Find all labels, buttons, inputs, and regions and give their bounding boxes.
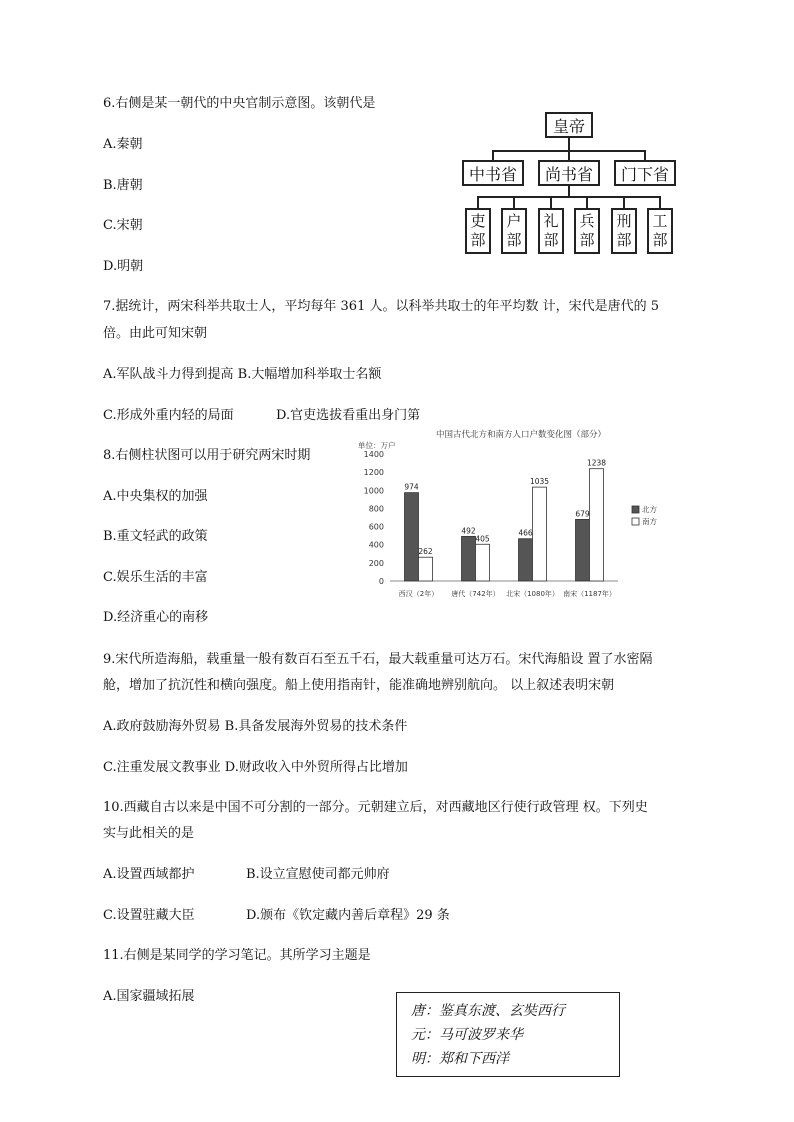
q7-stem-line2: 倍。由此可知宋朝 [103, 326, 208, 341]
q8-option-b: B.重文轻武的政策 [103, 529, 208, 544]
q10-option-d: D.颁布《钦定藏内善后章程》29 条 [246, 908, 450, 923]
q9-option-ab: A.政府鼓励海外贸易 B.具备发展海外贸易的技术条件 [103, 719, 408, 734]
data-label-north-3: 679 [575, 509, 590, 519]
bar-north-1 [462, 536, 476, 581]
legend-label-south: 南方 [642, 517, 657, 526]
y-tick-label-0: 0 [378, 577, 384, 586]
legend-swatch-north [632, 506, 639, 513]
data-label-north-2: 466 [518, 528, 533, 538]
y-tick-label-4: 800 [368, 504, 384, 514]
q7-option-ab: A.军队战斗力得到提高 B.大幅增加科举取士名额 [103, 367, 382, 382]
diagram-ministry-bing: 兵 部 [574, 208, 600, 254]
bar-south-0 [419, 557, 433, 581]
q7-option-c: C.形成外重内轻的局面 [103, 408, 234, 423]
q9-option-cd: C.注重发展文教事业 D.财政收入中外贸所得占比增加 [103, 760, 408, 775]
bar-south-2 [533, 487, 547, 581]
bar-south-1 [476, 544, 490, 581]
y-tick-label-1: 200 [368, 558, 384, 568]
legend-swatch-south [632, 518, 639, 525]
data-label-south-2: 1035 [529, 477, 550, 487]
diagram-ministry-xing: 刑 部 [611, 208, 637, 254]
q8-option-d: D.经济重心的南移 [103, 610, 209, 625]
q8-option-c: C.娱乐生活的丰富 [103, 570, 208, 585]
study-notes-box [396, 992, 620, 1077]
y-tick-label-5: 1000 [363, 486, 384, 496]
q9-stem-line2: 舱，增加了抗沉性和横向强度。船上使用指南针，能准确地辨别航向。 以上叙述表明宋朝 [103, 678, 615, 693]
note-yuan: 元：马可波罗来华 [411, 1027, 523, 1043]
q10-stem-line2: 实与此相关的是 [103, 826, 195, 841]
diagram-shangshu: 尚书省 [538, 160, 600, 186]
diagram-menxia: 门下省 [614, 160, 676, 186]
x-tick-label-3: 南宋（1187年） [563, 590, 616, 598]
diagram-ministry-li-rites: 礼 部 [538, 208, 564, 254]
q6-option-c: C.宋朝 [103, 218, 143, 233]
data-label-north-0: 974 [404, 482, 419, 492]
q10-stem-line1: 10.西藏自古以来是中国不可分割的一部分。元朝建立后，对西藏地区行使行政管理 权。下列史 [103, 800, 648, 815]
diagram-zhongshu: 中书省 [462, 160, 524, 186]
q9-stem-line1: 9.宋代所造海船，载重量一般有数百石至五千石，最大载重量可达万石。宋代海船设 置了水密隔 [103, 652, 653, 667]
note-tang: 唐：鉴真东渡、玄奘西行 [411, 1003, 565, 1019]
bar-north-3 [576, 519, 590, 581]
x-tick-label-1: 唐代（742年） [451, 590, 500, 598]
q6-option-b: B.唐朝 [103, 178, 143, 193]
diagram-ministry-gong: 工 部 [647, 208, 673, 254]
y-tick-label-2: 400 [368, 540, 384, 550]
bar-north-2 [519, 539, 533, 581]
q8-stem: 8.右侧柱状图可以用于研究两宋时期 [103, 448, 311, 463]
bar-south-3 [590, 469, 604, 581]
chart-y-unit: 单位：万户 [358, 441, 396, 450]
y-tick-label-3: 600 [368, 522, 384, 532]
x-tick-label-0: 西汉（2年） [398, 590, 439, 598]
q8-option-a: A.中央集权的加强 [103, 489, 208, 504]
diagram-ministry-hu: 户 部 [501, 208, 527, 254]
data-label-south-3: 1238 [586, 458, 607, 468]
x-tick-label-2: 北宋（1080年） [506, 590, 559, 598]
data-label-south-0: 262 [418, 547, 433, 557]
q7-stem-line1: 7.据统计，两宋科举共取士人，平均每年 361 人。以科举共取士的年平均数 计，宋代是唐代的 5 [103, 299, 660, 314]
q7-option-d: D.官吏选拔看重出身门第 [276, 408, 421, 423]
q6-stem: 6.右侧是某一朝代的中央官制示意图。该朝代是 [103, 96, 376, 111]
data-label-south-1: 405 [475, 534, 490, 544]
population-bar-chart [356, 426, 686, 602]
q10-option-b: B.设立宣慰使司都元帅府 [246, 867, 390, 882]
q6-option-a: A.秦朝 [103, 137, 143, 152]
diagram-emperor: 皇帝 [545, 112, 593, 138]
diagram-ministry-li-personnel: 吏 部 [465, 208, 491, 254]
data-label-north-1: 492 [461, 526, 476, 536]
q11-option-a: A.国家疆域拓展 [103, 989, 195, 1004]
q10-option-c: C.设置驻藏大臣 [103, 908, 195, 923]
legend-label-north: 北方 [642, 505, 657, 514]
q10-option-a: A.设置西域都护 [103, 867, 195, 882]
y-tick-label-7: 1400 [363, 450, 384, 459]
chart-title: 中国古代北方和南方人口户数变化图（部分） [435, 430, 607, 440]
y-tick-label-6: 1200 [363, 468, 384, 478]
note-ming: 明：郑和下西洋 [411, 1051, 509, 1067]
q11-stem: 11.右侧是某同学的学习笔记。其所学习主题是 [103, 948, 371, 963]
bar-north-0 [405, 493, 419, 581]
q6-option-d: D.明朝 [103, 259, 144, 274]
